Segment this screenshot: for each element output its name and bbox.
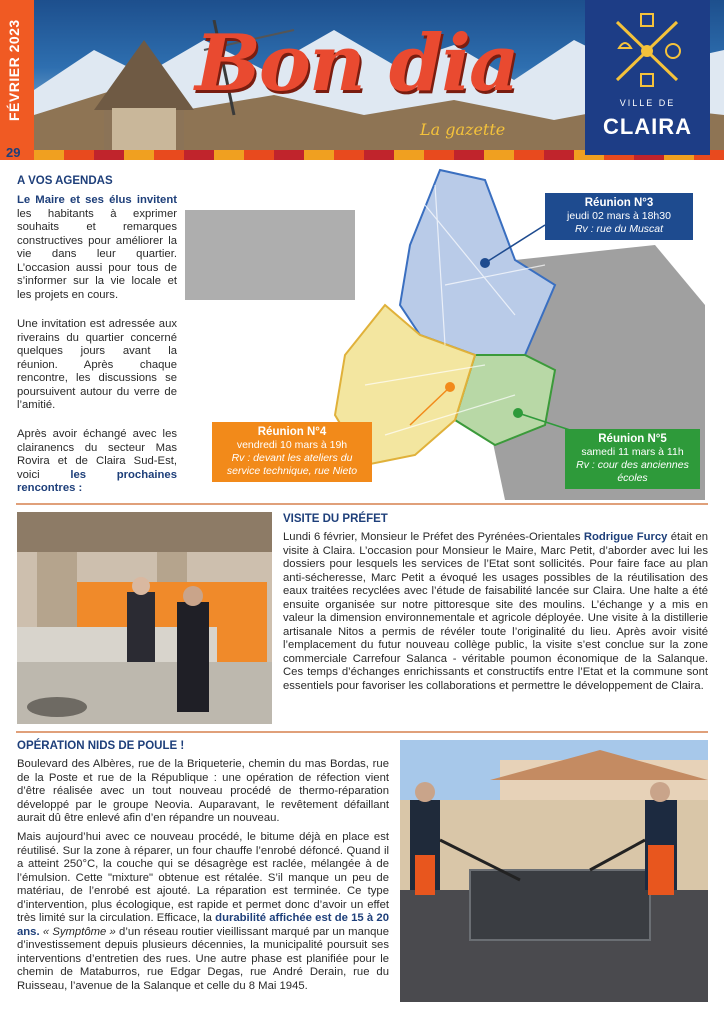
- agendas-p1-bold: Le Maire et ses élus invitent: [17, 194, 177, 206]
- prefet-visit-photo: [17, 512, 272, 724]
- gazette-subtitle: La gazette: [420, 120, 506, 139]
- agendas-paragraph-2: Une invitation est adressée aux riverains du quartier concerné quelques jours avant la réunion. Après chaque rencontre, les discussions se poursuivent autour du verre de l’amitié.: [17, 318, 177, 411]
- section-divider-1: [16, 503, 708, 505]
- prefet-paragraph: [283, 531, 708, 693]
- map-marker-4: [445, 382, 455, 392]
- logo-ville-label: VILLE DE: [619, 98, 676, 108]
- meeting-4-date: vendredi 10 mars à 19h: [236, 439, 348, 451]
- section-divider-2: [16, 731, 708, 733]
- nids-p2-italic: « Symptôme »: [39, 925, 116, 938]
- gazette-title: Bon dia: [195, 18, 518, 109]
- agendas-p1-text: les habitants à exprimer souhaits et remarques constructives pour améliorer la vie dans leur quartier. L’occasion aussi pour tous de s’informer sur la vie locale et les projets en cours.: [17, 207, 177, 301]
- prefet-name-bold: Rodrigue Furcy: [583, 531, 668, 543]
- section-title-prefet: VISITE DU PRÉFET: [283, 513, 388, 525]
- agendas-p3-text: Après avoir échangé avec les clairanencs du secteur Mas Rovira et de Claira Sud-Est, voici: [17, 428, 177, 481]
- section-title-agendas: A VOS AGENDAS: [17, 175, 113, 187]
- meeting-4-title: Réunion N°4: [257, 426, 327, 438]
- agendas-p3-bold: les prochaines rencontres :: [17, 468, 177, 494]
- windmill-bell-icon: [607, 12, 687, 90]
- agendas-paragraph-1: [17, 194, 177, 302]
- meeting-3-place: Rv : rue du Muscat: [574, 223, 664, 235]
- nids-paragraph-2: [17, 831, 389, 993]
- nids-p2-rest: d’un réseau routier vieillissant marqué par un manque d’investissement depuis plusieurs décennies, la municipalité poursuit ses interventions d’entretien des rues. Une autre phase est planifiée pour le chemin de Mataburros, rue Edgar Degas, rue André Derain, rue du Ruisseau, l’avenue de la Salanque et celle du 8 Mai 1945.: [17, 925, 389, 992]
- meeting-4-place: Rv : devant les ateliers du service technique, rue Nieto: [226, 452, 358, 477]
- meeting-card-3: [545, 193, 693, 240]
- map-marker-5: [513, 408, 523, 418]
- logo-town-name: CLAIRA: [602, 114, 693, 139]
- map-marker-3: [480, 258, 490, 268]
- meeting-3-date: jeudi 02 mars à 18h30: [567, 210, 671, 222]
- meeting-card-4: [212, 422, 372, 482]
- meeting-3-title: Réunion N°3: [584, 197, 654, 209]
- prefet-text-rest: était en visite à Claira. L’occasion pour Monsieur le Maire, Marc Petit, d’aborder avec lui les dossiers pour lesquels les services de l’Etat sont sollicités. Pour faire face au plan anti-sécheresse, Marc Petit a évoqué les usages possibles de la réutilisation des eaux traitées recyclées avec l’étude de faisabilité lancée sur Claira. Une halte a été ensuite organisée sur notre pittoresque site des moulins. L’échange y a mis en valeur la dimension environnementale et agricole déployée. Une visite à la distillerie artisanale Nitos a permis de révéler toute l’originalité du lieu. Après avoir visité l’emplacement du futur nouveau collège public, la visite s’est conclue sur la zone commerciale Carrefour Salanca - véritable poumon économique de la Salanque. Ces temps d’échanges enrichissants et constructifs entre l’Etat et la commune sont essentiels pour favoriser les collaborations et permettre le développement de Claira.: [283, 531, 708, 692]
- road-repair-photo: [400, 740, 708, 1002]
- section-title-nids: OPÉRATION NIDS DE POULE !: [17, 740, 185, 752]
- prefet-text-start: Lundi 6 février, Monsieur le Préfet des Pyrénées-Orientales: [283, 531, 584, 543]
- nids-paragraph-1: Boulevard des Albères, rue de la Briqueterie, chemin du mas Bordas, rue de la Poste et rue de la République : une opération de réfection vient d’être réalisée avec un tout nouveau procédé de thermo-réparation développé par le groupe Neovia. Auparavant, le revêtement défaillant aurait dû être enlevé afin d’en répandre un nouveau.: [17, 758, 389, 824]
- issue-date: FÉVRIER 2023: [6, 19, 22, 121]
- nids-p2-bold: durabilité affichée est de 15 à 20 ans.: [17, 912, 389, 938]
- page-number: 29: [6, 145, 21, 160]
- agendas-paragraph-3: [17, 428, 177, 496]
- claira-logo: [585, 0, 710, 155]
- nids-p2-text: Mais aujourd’hui avec ce nouveau procédé, le bitume déjà en place est réutilisé. Sur la zone à réparer, un four chauffe l’enrobé défoncé. Quand il a atteint 250°C, la couche qui se désagrège est raclée, mélangée à de l’émulsion. Cette "mixture" obtenue est rétalée. S’il manque un peu de matériau, de l’enrobé est ajouté. La réparation est terminée. Ce type d’intervention, plus écologique, est rapide et permet donc d’avoir un effet très limité sur la circulation. Efficace, la: [17, 831, 389, 924]
- gazette-header: [0, 0, 724, 160]
- meeting-5-title: Réunion N°5: [598, 433, 667, 445]
- meeting-card-5: [565, 429, 700, 489]
- meeting-5-date: samedi 11 mars à 11h: [581, 446, 684, 458]
- meeting-5-place: Rv : cour des anciennes écoles: [576, 459, 689, 484]
